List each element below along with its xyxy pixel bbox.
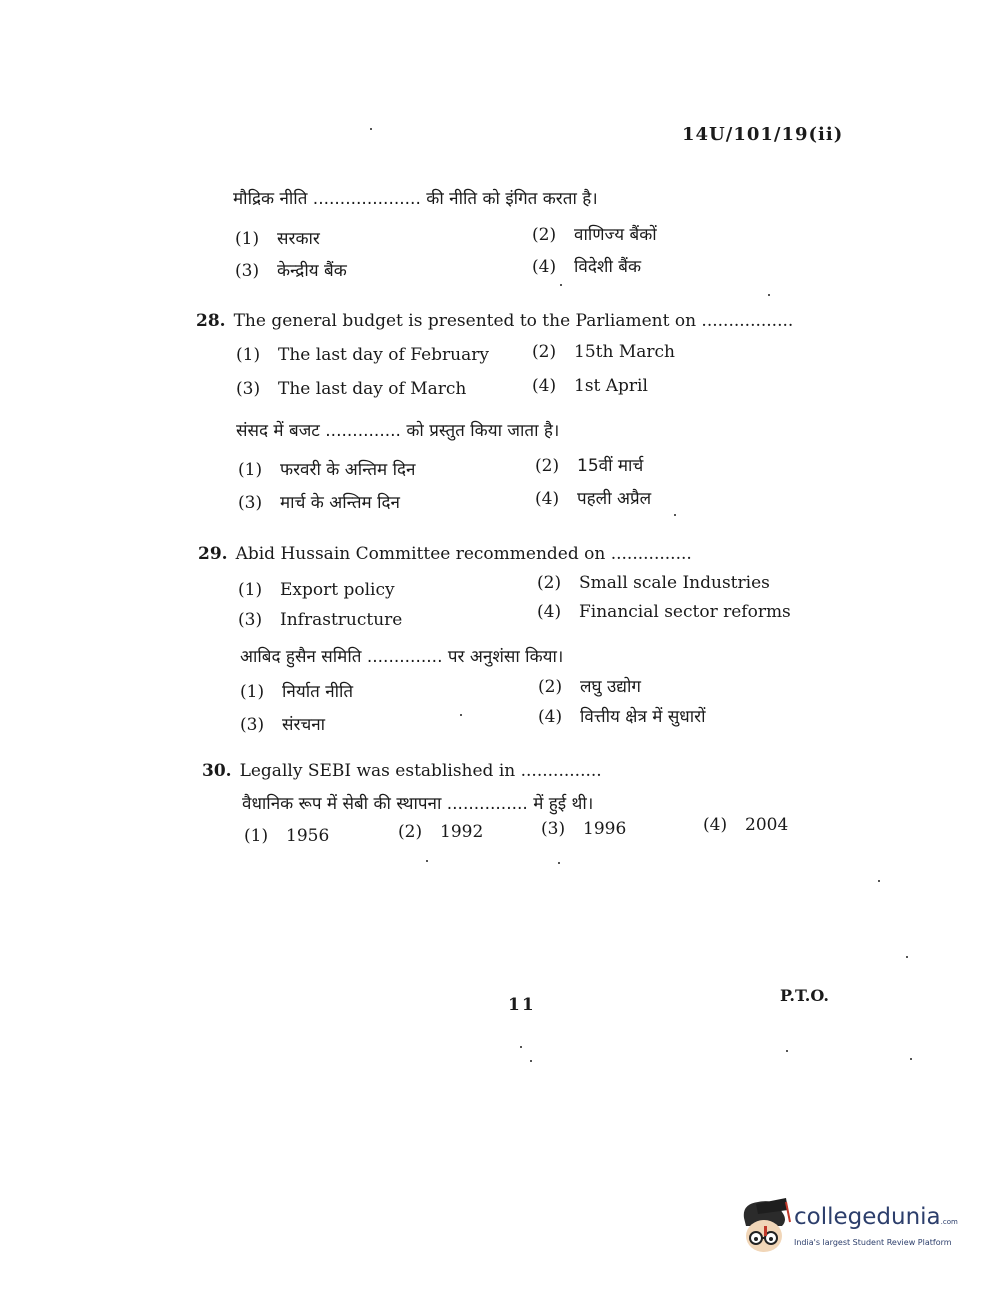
mascot-icon [736, 1196, 794, 1256]
q28-option-3: (3) The last day of March [236, 379, 467, 399]
scan-speck [768, 294, 770, 296]
q29-option-3: (3) Infrastructure [238, 610, 403, 630]
q28-option-4: (4) 1st April [532, 376, 648, 396]
q30-option-1: (1) 1956 [244, 826, 330, 846]
q28-hindi-option-3: (3) मार्च के अन्तिम दिन [238, 493, 400, 513]
scan-speck [370, 128, 372, 130]
q28-option-2: (2) 15th March [532, 342, 675, 362]
q30-option-3: (3) 1996 [541, 819, 627, 839]
scan-speck [910, 1058, 912, 1060]
q29-option-2: (2) Small scale Industries [537, 573, 770, 593]
q27-hindi-option-1: (1) सरकार [235, 229, 320, 249]
page-number: 11 [508, 995, 536, 1015]
q28-option-1: (1) The last day of February [236, 345, 489, 365]
q28-hindi-option-1: (1) फरवरी के अन्तिम दिन [238, 460, 416, 480]
q28-question: 28. The general budget is presented to the Parliament on ................. [196, 311, 794, 331]
q29-number: 29. [198, 544, 228, 564]
q30-hindi-question: वैधानिक रूप में सेबी की स्थापना ............... में हुई थी। [242, 794, 594, 814]
collegedunia-logo [736, 1196, 966, 1266]
q29-option-1: (1) Export policy [238, 580, 395, 600]
paper-code: 14U/101/19(ii) [682, 124, 844, 145]
q28-number: 28. [196, 311, 226, 331]
scan-speck [530, 1060, 532, 1062]
q30-question: 30. Legally SEBI was established in ............... [202, 761, 602, 781]
scan-speck [426, 860, 428, 862]
q27-hindi-option-2: (2) वाणिज्य बैंकों [532, 225, 657, 245]
scan-speck [560, 284, 562, 286]
q30-number: 30. [202, 761, 232, 781]
q27-hindi-question: मौद्रिक नीति .................... की नीति को इंगित करता है। [233, 189, 598, 209]
q30-option-4: (4) 2004 [703, 815, 789, 835]
q28-hindi-option-4: (4) पहली अप्रैल [535, 489, 652, 509]
q28-hindi-option-2: (2) 15वीं मार्च [535, 456, 644, 476]
q29-hindi-question: आबिद हुसैन समिति .............. पर अनुशंसा किया। [240, 647, 564, 667]
q28-hindi-question: संसद में बजट .............. को प्रस्तुत किया जाता है। [236, 421, 560, 441]
scan-speck [460, 714, 462, 716]
scan-speck [786, 1050, 788, 1052]
q29-option-4: (4) Financial sector reforms [537, 602, 791, 622]
scan-speck [878, 880, 880, 882]
scan-speck [558, 862, 560, 864]
logo-tagline: India's largest Student Review Platform [794, 1238, 952, 1247]
scan-speck [906, 956, 908, 958]
scan-speck [520, 1046, 522, 1048]
q29-hindi-option-3: (3) संरचना [240, 715, 326, 735]
scan-speck [674, 514, 676, 516]
q29-question: 29. Abid Hussain Committee recommended on ............... [198, 544, 692, 564]
q29-hindi-option-4: (4) वित्तीय क्षेत्र में सुधारों [538, 707, 706, 727]
pto-label: P.T.O. [780, 986, 829, 1005]
q27-hindi-option-3: (3) केन्द्रीय बैंक [235, 261, 347, 281]
q27-hindi-option-4: (4) विदेशी बैंक [532, 257, 642, 277]
q29-hindi-option-1: (1) निर्यात नीति [240, 682, 354, 702]
q30-option-2: (2) 1992 [398, 822, 484, 842]
q29-hindi-option-2: (2) लघु उद्योग [538, 677, 641, 697]
logo-wordmark: collegedunia.com [794, 1204, 958, 1230]
